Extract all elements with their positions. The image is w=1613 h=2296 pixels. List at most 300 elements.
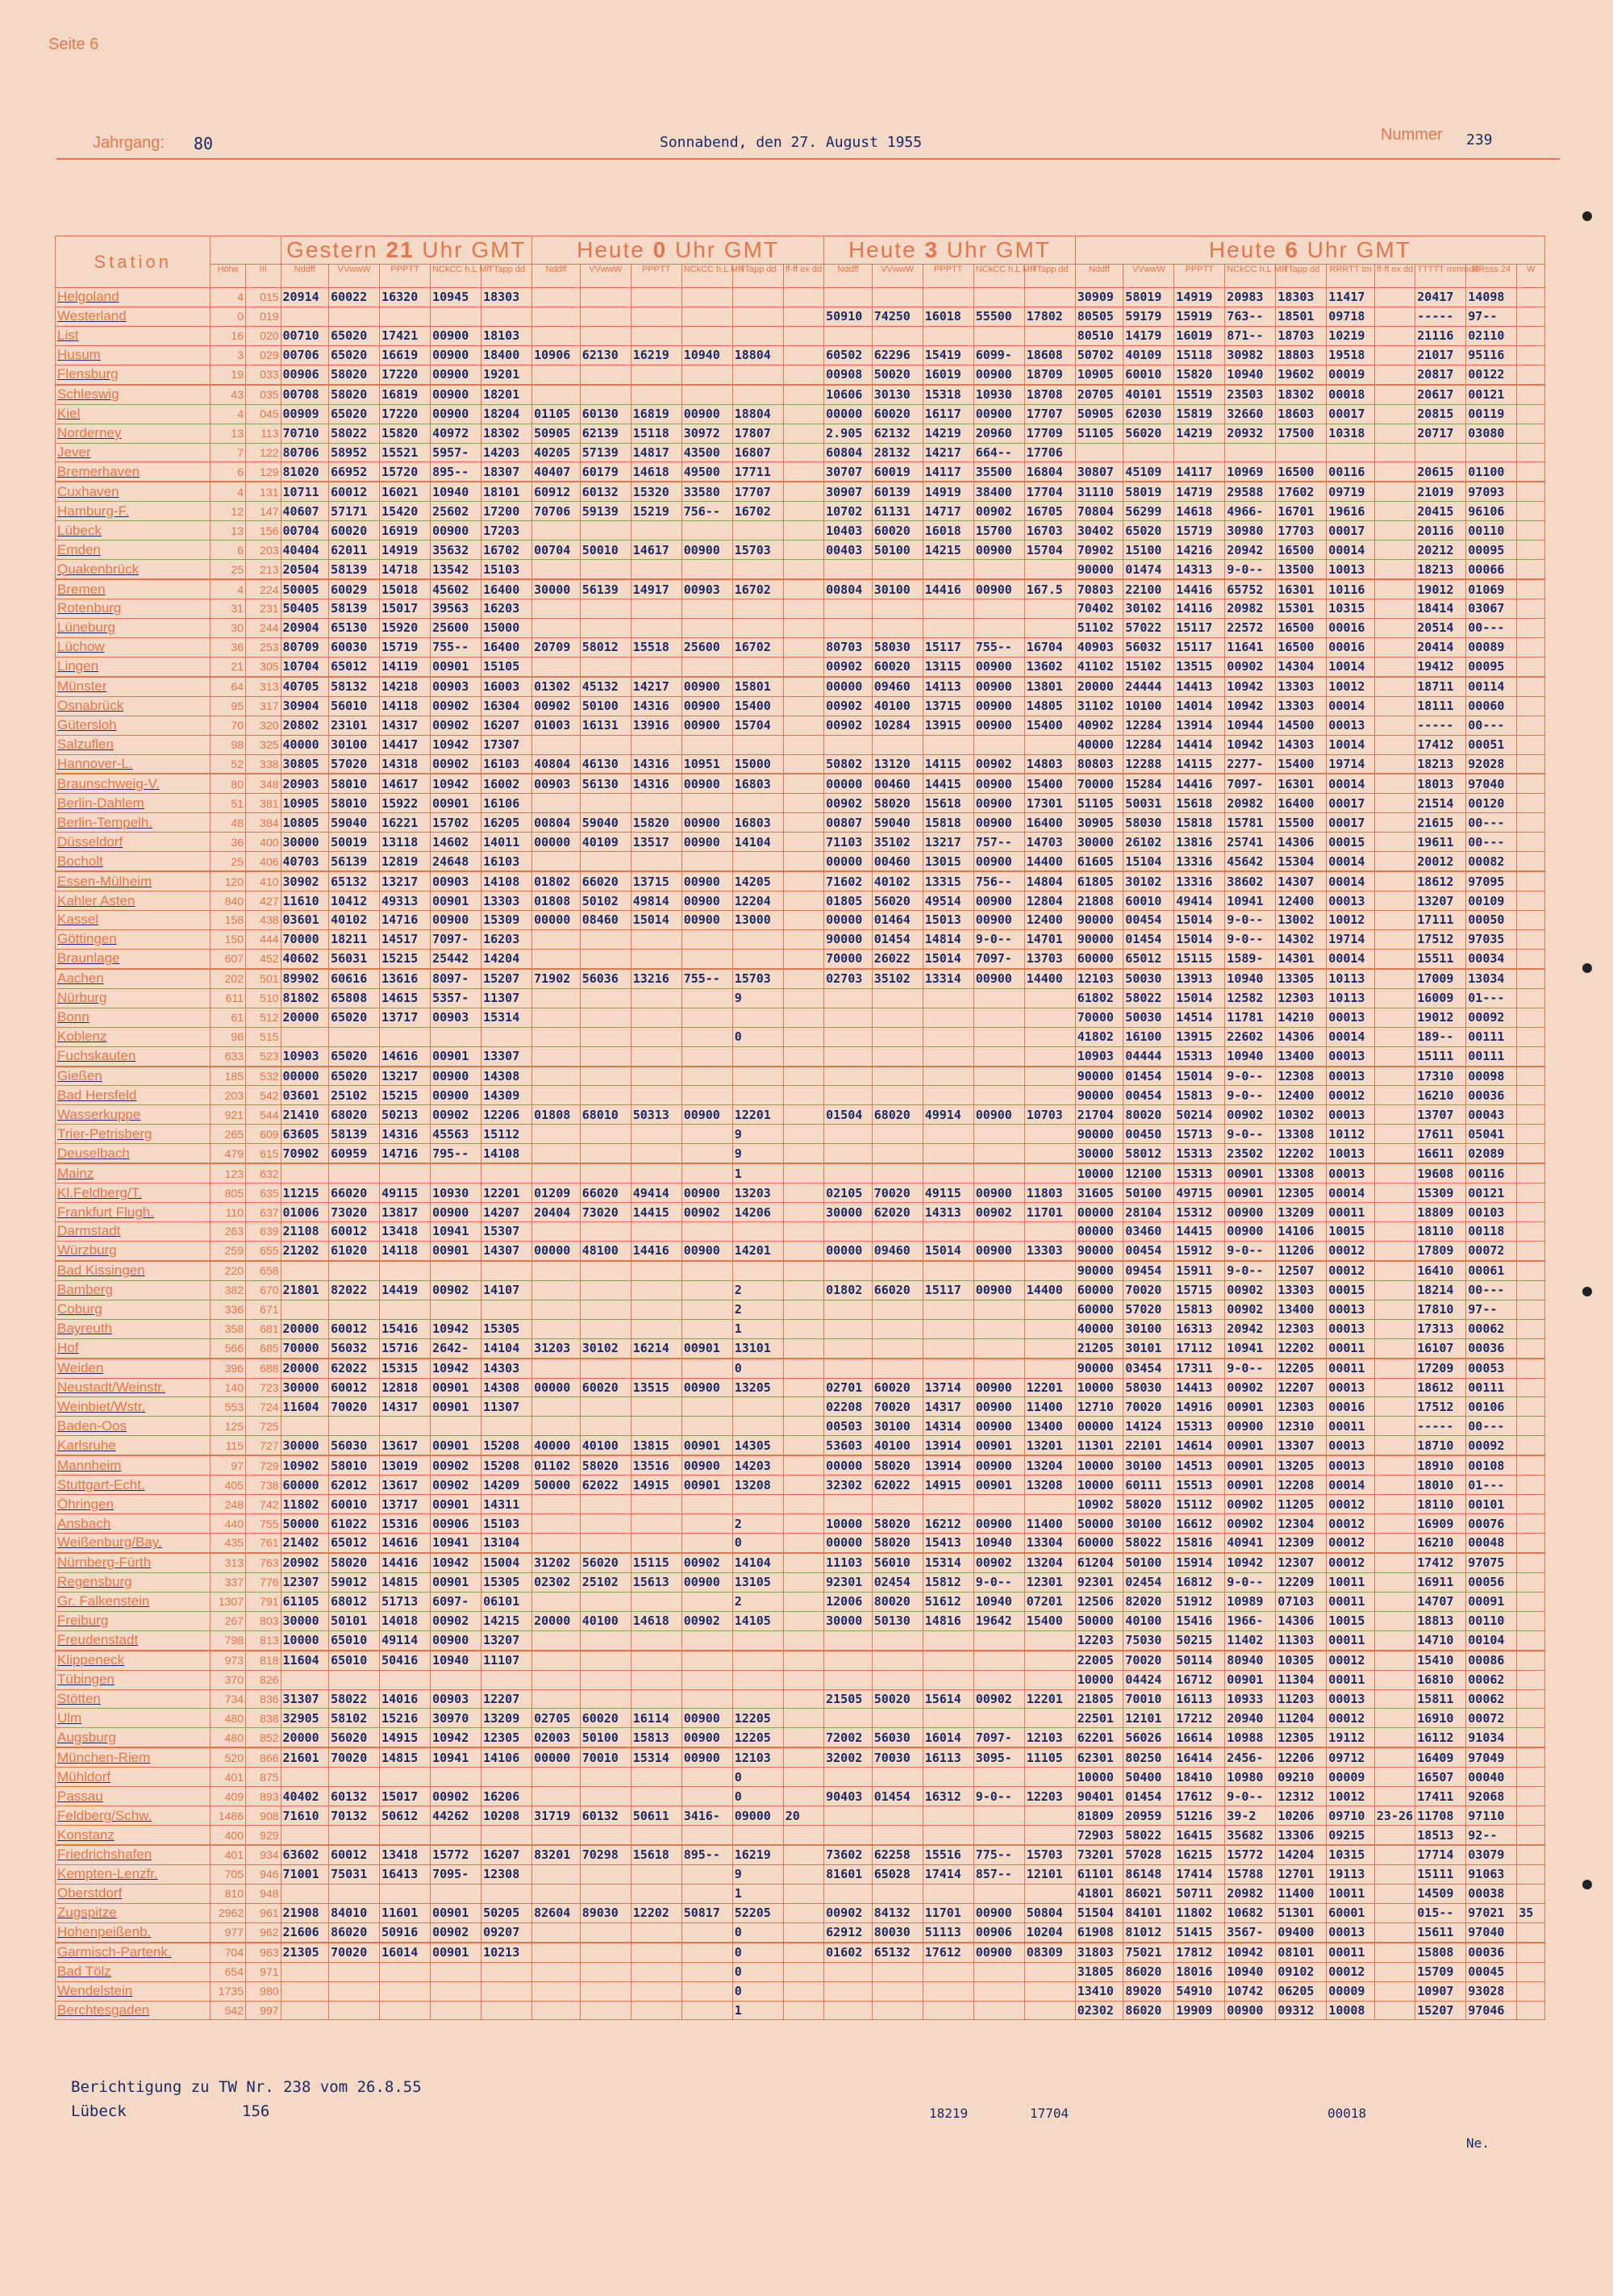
value-cell xyxy=(532,1125,581,1144)
value-cell: 00901 xyxy=(431,1903,481,1922)
value-cell: 50905 xyxy=(1075,404,1123,424)
value-cell: 17112 xyxy=(1174,1338,1225,1358)
value-cell xyxy=(431,1417,481,1436)
value-cell: 30000 xyxy=(281,833,329,852)
value-cell: 7097- xyxy=(973,1728,1024,1747)
station-row xyxy=(56,657,1545,676)
value-cell: 00901 xyxy=(973,1476,1024,1495)
station-name: Hamburg-F. xyxy=(56,502,210,521)
station-row xyxy=(56,1086,1545,1105)
value-cell: 70020 xyxy=(1123,1651,1174,1670)
value-cell xyxy=(281,1768,329,1787)
value-cell: 18214 xyxy=(1415,1280,1466,1300)
value-cell: 10988 xyxy=(1225,1728,1276,1747)
value-cell xyxy=(1374,1008,1415,1027)
value-cell xyxy=(1517,1826,1545,1845)
value-cell: 11307 xyxy=(481,988,532,1008)
value-cell: 16003 xyxy=(481,677,532,696)
value-cell: 11708 xyxy=(1415,1806,1466,1826)
value-cell: 14207 xyxy=(481,1203,532,1222)
value-cell: 15014 xyxy=(1174,929,1225,949)
value-cell: 58139 xyxy=(329,1125,380,1144)
value-cell: 15719 xyxy=(380,637,431,657)
value-cell: 46130 xyxy=(580,754,631,774)
value-cell: 18910 xyxy=(1415,1455,1466,1475)
station-name: Husum xyxy=(56,345,210,365)
value-cell: 01003 xyxy=(532,716,581,735)
value-cell xyxy=(1517,1495,1545,1514)
value-cell: 13105 xyxy=(732,1572,783,1592)
value-cell: 12312 xyxy=(1276,1787,1327,1806)
value-cell: 10942 xyxy=(1225,696,1276,716)
value-cell: 70000 xyxy=(281,1338,329,1358)
value-cell: 18501 xyxy=(1276,307,1327,326)
value-cell: 00901 xyxy=(431,1241,481,1260)
value-cell xyxy=(1374,424,1415,443)
value-cell: 00900 xyxy=(973,1397,1024,1417)
value-cell: 03454 xyxy=(1123,1359,1174,1378)
value-cell: 15313 xyxy=(1174,1046,1225,1066)
value-cell: 56036 xyxy=(580,969,631,988)
value-cell: 45563 xyxy=(431,1125,481,1144)
value-cell: 60020 xyxy=(580,1709,631,1728)
station-name: Düsseldorf xyxy=(56,833,210,852)
value-cell xyxy=(824,1261,873,1280)
value-cell: 14117 xyxy=(923,462,973,482)
value-cell: 86020 xyxy=(1123,2001,1174,2020)
value-cell: 13914 xyxy=(923,1436,973,1455)
value-cell: 00110 xyxy=(1466,521,1517,541)
value-cell xyxy=(681,560,732,579)
value-cell: 16320 xyxy=(380,288,431,307)
value-cell: 15301 xyxy=(1276,599,1327,619)
value-cell xyxy=(872,1962,923,1981)
value-cell xyxy=(973,1884,1024,1903)
value-cell xyxy=(631,1864,681,1884)
value-cell: 13208 xyxy=(732,1476,783,1495)
punch-hole-icon xyxy=(1582,963,1592,973)
value-cell xyxy=(783,2001,823,2020)
value-cell: 14815 xyxy=(380,1572,431,1592)
value-cell: 00906 xyxy=(431,1514,481,1534)
value-cell: 58020 xyxy=(872,794,923,813)
value-cell: 14618 xyxy=(631,462,681,482)
value-cell: 13418 xyxy=(380,1222,431,1242)
value-cell: 15819 xyxy=(1174,404,1225,424)
value-cell xyxy=(1374,1962,1415,1981)
value-cell: 00104 xyxy=(1466,1630,1517,1650)
value-cell: 14416 xyxy=(380,1553,431,1572)
value-cell xyxy=(580,1163,631,1183)
value-cell: 21116 xyxy=(1415,326,1466,345)
value-cell xyxy=(824,1359,873,1378)
value-cell xyxy=(281,1163,329,1183)
value-cell: 60010 xyxy=(1123,891,1174,911)
value-cell xyxy=(783,1436,823,1455)
station-name: Bonn xyxy=(56,1008,210,1027)
value-cell: 70000 xyxy=(1075,774,1123,793)
value-cell: 58020 xyxy=(580,1455,631,1475)
value-cell: 10014 xyxy=(1327,735,1375,754)
value-cell: 00015 xyxy=(1327,1280,1375,1300)
value-cell xyxy=(1374,735,1415,754)
value-cell: 15813 xyxy=(1174,1300,1225,1319)
value-cell: 1 xyxy=(732,1884,783,1903)
value-cell: 14201 xyxy=(732,1241,783,1260)
value-cell xyxy=(824,1125,873,1144)
value-cell xyxy=(1374,1709,1415,1728)
subheader-cell: TTapp dd xyxy=(1276,265,1327,288)
value-cell: 21805 xyxy=(1075,1689,1123,1709)
station-meta: 438 xyxy=(246,911,281,930)
footer-mark: Ne. xyxy=(1466,2135,1490,2151)
value-cell: 40602 xyxy=(281,949,329,968)
value-cell xyxy=(532,852,581,871)
value-cell: 00062 xyxy=(1466,1689,1517,1709)
value-cell xyxy=(1123,443,1174,462)
value-cell: 11701 xyxy=(1024,1203,1075,1222)
value-cell: 14216 xyxy=(1174,541,1225,560)
value-cell xyxy=(783,1144,823,1163)
value-cell: 50114 xyxy=(1174,1651,1225,1670)
group-g1: Gestern 21 Uhr GMT xyxy=(281,236,532,265)
value-cell xyxy=(824,1962,873,1981)
value-cell xyxy=(1024,288,1075,307)
value-cell: 00900 xyxy=(973,1514,1024,1534)
value-cell: 97093 xyxy=(1466,482,1517,501)
value-cell: 00901 xyxy=(681,1436,732,1455)
value-cell: 56130 xyxy=(580,774,631,793)
station-row xyxy=(56,1261,1545,1280)
value-cell: 15912 xyxy=(1174,1241,1225,1260)
value-cell: 17512 xyxy=(1415,1397,1466,1417)
value-cell: 30905 xyxy=(1075,813,1123,833)
value-cell xyxy=(1374,1553,1415,1572)
value-cell: 00900 xyxy=(681,813,732,833)
value-cell: 02302 xyxy=(1075,2001,1123,2020)
value-cell: 14919 xyxy=(1174,288,1225,307)
value-cell: 31202 xyxy=(532,1553,581,1572)
value-cell: 11400 xyxy=(1024,1397,1075,1417)
value-cell xyxy=(732,1630,783,1650)
value-cell xyxy=(681,326,732,345)
value-cell xyxy=(1517,1553,1545,1572)
value-cell: 13034 xyxy=(1466,969,1517,988)
value-cell: 23503 xyxy=(1225,385,1276,404)
value-cell: 01808 xyxy=(532,891,581,911)
value-cell xyxy=(431,1962,481,1981)
value-cell xyxy=(1024,1630,1075,1650)
value-cell xyxy=(532,1495,581,1514)
value-cell: 9 xyxy=(732,1864,783,1884)
date-line: Sonnabend, den 27. August 1955 xyxy=(660,134,923,151)
value-cell: 0 xyxy=(732,1359,783,1378)
value-cell: 16919 xyxy=(380,521,431,541)
value-cell: 14616 xyxy=(380,1534,431,1553)
value-cell: 50019 xyxy=(329,833,380,852)
value-cell: 14313 xyxy=(923,1203,973,1222)
value-cell: 40000 xyxy=(532,1436,581,1455)
value-cell: 00900 xyxy=(681,891,732,911)
value-cell: 90403 xyxy=(824,1787,873,1806)
station-row xyxy=(56,579,1545,599)
value-cell: 14602 xyxy=(431,833,481,852)
value-cell xyxy=(580,1046,631,1066)
value-cell xyxy=(532,988,581,1008)
value-cell xyxy=(1374,502,1415,521)
value-cell: 13019 xyxy=(380,1455,431,1475)
value-cell: 00013 xyxy=(1327,1067,1375,1086)
station-meta: 639 xyxy=(246,1222,281,1242)
station-meta: 512 xyxy=(246,1008,281,1027)
station-meta: 893 xyxy=(246,1787,281,1806)
value-cell xyxy=(631,1689,681,1709)
value-cell: 80510 xyxy=(1075,326,1123,345)
value-cell: 00900 xyxy=(973,1417,1024,1436)
value-cell xyxy=(681,1163,732,1183)
value-cell: 16500 xyxy=(1276,618,1327,637)
value-cell: 10116 xyxy=(1327,579,1375,599)
value-cell: 14317 xyxy=(380,716,431,735)
value-cell xyxy=(1517,754,1545,774)
value-cell: 15314 xyxy=(481,1008,532,1027)
station-meta: 803 xyxy=(246,1611,281,1630)
station-row xyxy=(56,345,1545,365)
value-cell: 70803 xyxy=(1075,579,1123,599)
station-row xyxy=(56,1592,1545,1611)
value-cell xyxy=(1374,1864,1415,1884)
value-cell: 13015 xyxy=(923,852,973,871)
value-cell xyxy=(580,1534,631,1553)
value-cell xyxy=(783,307,823,326)
value-cell: 17807 xyxy=(732,424,783,443)
value-cell: 26102 xyxy=(1123,833,1174,852)
value-cell: 00072 xyxy=(1466,1709,1517,1728)
value-cell: 00900 xyxy=(973,1903,1024,1922)
value-cell xyxy=(973,1806,1024,1826)
value-cell xyxy=(580,988,631,1008)
value-cell: 18303 xyxy=(481,288,532,307)
value-cell: 70010 xyxy=(580,1747,631,1767)
value-cell: 15117 xyxy=(1174,637,1225,657)
value-cell xyxy=(1374,404,1415,424)
station-meta: 727 xyxy=(246,1436,281,1455)
value-cell: 21615 xyxy=(1415,813,1466,833)
value-cell xyxy=(329,1826,380,1845)
value-cell: 56020 xyxy=(329,1728,380,1747)
value-cell: 17311 xyxy=(1174,1359,1225,1378)
value-cell: 30904 xyxy=(281,696,329,716)
value-cell: 17707 xyxy=(732,482,783,501)
value-cell xyxy=(872,560,923,579)
value-cell xyxy=(1024,1495,1075,1514)
station-row xyxy=(56,1417,1545,1436)
value-cell xyxy=(1374,1319,1415,1338)
value-cell xyxy=(783,1183,823,1203)
station-row xyxy=(56,288,1545,307)
value-cell: 00900 xyxy=(973,404,1024,424)
value-cell xyxy=(1517,774,1545,793)
value-cell: 0 xyxy=(732,1534,783,1553)
subheader-cell: Nddff xyxy=(532,265,581,288)
value-cell: 00900 xyxy=(973,891,1024,911)
value-cell: 20817 xyxy=(1415,365,1466,384)
value-cell: 14205 xyxy=(732,871,783,891)
station-meta: 444 xyxy=(246,929,281,949)
value-cell: 65808 xyxy=(329,988,380,1008)
value-cell: 50802 xyxy=(824,754,873,774)
station-meta: 263 xyxy=(210,1222,246,1242)
value-cell: 12201 xyxy=(732,1105,783,1125)
value-cell xyxy=(732,365,783,384)
value-cell xyxy=(1374,482,1415,501)
value-cell xyxy=(783,1514,823,1534)
value-cell: 20959 xyxy=(1123,1806,1174,1826)
station-row xyxy=(56,1319,1545,1338)
value-cell xyxy=(824,1027,873,1046)
value-cell: 16019 xyxy=(1174,326,1225,345)
station-name: Koblenz xyxy=(56,1027,210,1046)
value-cell: 14113 xyxy=(923,677,973,696)
value-cell: 15100 xyxy=(1123,541,1174,560)
value-cell xyxy=(631,657,681,676)
value-cell: 21801 xyxy=(281,1280,329,1300)
value-cell xyxy=(783,1300,823,1319)
value-cell: 20942 xyxy=(1225,541,1276,560)
value-cell: 10284 xyxy=(872,716,923,735)
value-cell: 70000 xyxy=(1075,1008,1123,1027)
value-cell xyxy=(631,1163,681,1183)
value-cell xyxy=(1517,599,1545,619)
subheader-cell: PPPTT xyxy=(1174,265,1225,288)
value-cell xyxy=(1374,852,1415,871)
value-cell xyxy=(1517,657,1545,676)
value-cell: 91034 xyxy=(1466,1728,1517,1747)
value-cell xyxy=(281,1962,329,1981)
value-cell: 61101 xyxy=(1075,1864,1123,1884)
value-cell: 61908 xyxy=(1075,1922,1123,1942)
value-cell: 97046 xyxy=(1466,2001,1517,2020)
value-cell xyxy=(431,307,481,326)
value-cell xyxy=(732,326,783,345)
nummer-label: Nummer xyxy=(1381,126,1443,144)
station-name: Gießen xyxy=(56,1067,210,1086)
value-cell xyxy=(732,929,783,949)
station-meta: 36 xyxy=(210,637,246,657)
value-cell: 17602 xyxy=(1276,482,1327,501)
value-cell: 30102 xyxy=(580,1338,631,1358)
value-cell: 00--- xyxy=(1466,833,1517,852)
value-cell xyxy=(872,1046,923,1066)
value-cell: 15313 xyxy=(1174,1417,1225,1436)
value-cell xyxy=(872,1300,923,1319)
value-cell: 57028 xyxy=(1123,1845,1174,1864)
value-cell: 12506 xyxy=(1075,1592,1123,1611)
value-cell: 16103 xyxy=(481,852,532,871)
value-cell xyxy=(532,288,581,307)
station-row xyxy=(56,2001,1545,2020)
value-cell xyxy=(281,1261,329,1280)
station-row xyxy=(56,716,1545,735)
station-name: Schleswig xyxy=(56,385,210,404)
value-cell: 14804 xyxy=(1024,871,1075,891)
value-cell: 51105 xyxy=(1075,794,1123,813)
value-cell: 10315 xyxy=(1327,599,1375,619)
value-cell: 86020 xyxy=(329,1922,380,1942)
value-cell: 00902 xyxy=(681,1203,732,1222)
station-name: Oberstdorf xyxy=(56,1884,210,1903)
value-cell: 16803 xyxy=(732,774,783,793)
value-cell xyxy=(631,1495,681,1514)
value-cell xyxy=(1225,443,1276,462)
value-cell: 14308 xyxy=(481,1378,532,1397)
value-cell: 14919 xyxy=(923,482,973,501)
value-cell xyxy=(481,2001,532,2020)
station-row xyxy=(56,1476,1545,1495)
value-cell: 00014 xyxy=(1327,1476,1375,1495)
value-cell: 70402 xyxy=(1075,599,1123,619)
station-meta: 840 xyxy=(210,891,246,911)
value-cell xyxy=(532,1280,581,1300)
value-cell: 22501 xyxy=(1075,1709,1123,1728)
value-cell: 17714 xyxy=(1415,1845,1466,1864)
value-cell: 00902 xyxy=(1225,1495,1276,1514)
value-cell xyxy=(481,1027,532,1046)
value-cell xyxy=(1374,1163,1415,1183)
value-cell: 14215 xyxy=(481,1611,532,1630)
value-cell: 01100 xyxy=(1466,462,1517,482)
value-cell xyxy=(1517,1768,1545,1787)
value-cell: 14415 xyxy=(1174,1222,1225,1242)
value-cell: 58022 xyxy=(1123,1826,1174,1845)
value-cell xyxy=(783,1826,823,1845)
value-cell: 30000 xyxy=(281,1611,329,1630)
value-cell xyxy=(1517,1922,1545,1942)
value-cell: 10305 xyxy=(1276,1651,1327,1670)
value-cell: 11304 xyxy=(1276,1670,1327,1689)
value-cell: 00900 xyxy=(681,404,732,424)
value-cell: 9-0-- xyxy=(1225,1359,1276,1378)
value-cell: 00000 xyxy=(824,774,873,793)
value-cell: 60020 xyxy=(872,521,923,541)
value-cell: 45602 xyxy=(431,579,481,599)
station-name: Lüchow xyxy=(56,637,210,657)
value-cell: 00000 xyxy=(281,1067,329,1086)
value-cell xyxy=(872,1319,923,1338)
value-cell: 07103 xyxy=(1276,1592,1327,1611)
value-cell xyxy=(973,988,1024,1008)
station-meta: 409 xyxy=(210,1787,246,1806)
value-cell xyxy=(1517,1046,1545,1066)
value-cell: 00014 xyxy=(1327,774,1375,793)
value-cell xyxy=(329,1027,380,1046)
value-cell: 10008 xyxy=(1327,2001,1375,2020)
value-cell: 00111 xyxy=(1466,1378,1517,1397)
value-cell: 15818 xyxy=(1174,813,1225,833)
value-cell: 49115 xyxy=(923,1183,973,1203)
value-cell: 05041 xyxy=(1466,1125,1517,1144)
station-meta: 325 xyxy=(246,735,281,754)
value-cell: 00000 xyxy=(824,404,873,424)
value-cell xyxy=(532,1787,581,1806)
value-cell xyxy=(1517,1611,1545,1630)
value-cell xyxy=(1374,1943,1415,1962)
value-cell xyxy=(824,1495,873,1514)
value-cell: 13515 xyxy=(1174,657,1225,676)
value-cell: 16804 xyxy=(1024,462,1075,482)
value-cell: 15416 xyxy=(1174,1611,1225,1630)
value-cell: 75021 xyxy=(1123,1943,1174,1962)
